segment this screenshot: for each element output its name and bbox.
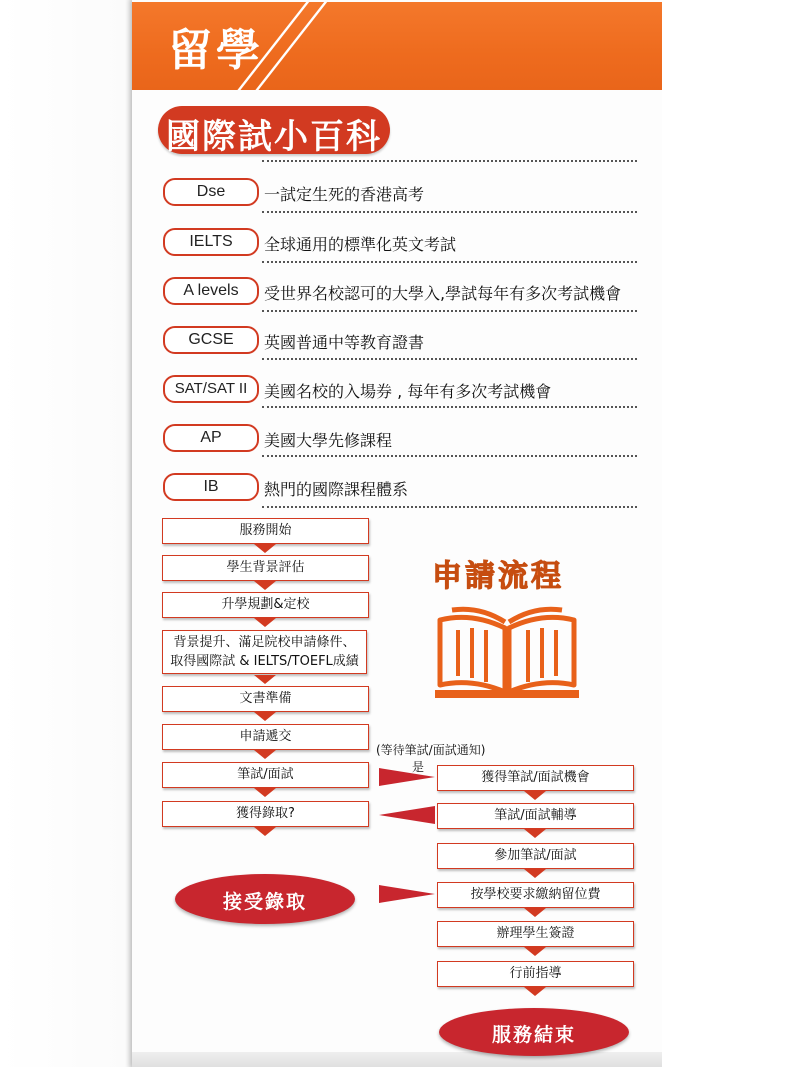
exam-tag-dse: Dse <box>163 178 259 206</box>
flow-step-label: 行前指導 <box>509 966 562 981</box>
dotted-divider <box>262 406 637 408</box>
exam-tag-sat: SAT/SAT II <box>163 375 259 403</box>
exam-tag-ib: IB <box>163 473 259 501</box>
flow-step-written-interview <box>162 762 369 788</box>
accept-offer-oval <box>175 874 355 924</box>
down-arrow-icon <box>254 788 276 797</box>
down-arrow-icon <box>524 908 546 917</box>
dotted-divider <box>262 506 637 508</box>
flow-step-label: 按學校要求繳納留位費 <box>470 887 601 902</box>
flow-step-label: 筆試/面試輔導 <box>494 808 577 823</box>
service-end-label: 服務結束 <box>491 1024 576 1046</box>
flow-step-label: 背景提升、滿足院校申請條件、 <box>173 635 356 650</box>
flow-step-label: 申請遞交 <box>239 729 292 744</box>
flow-step-label: 筆試/面試 <box>237 767 294 782</box>
encyclopedia-title: 國際試小百科 <box>166 117 382 157</box>
down-arrow-icon <box>254 675 276 684</box>
down-arrow-icon <box>524 947 546 956</box>
flow-step-label: 學生背景評估 <box>226 560 305 575</box>
yes-note: 是 <box>412 760 425 774</box>
down-arrow-icon <box>254 544 276 553</box>
exam-desc-ielts: 全球通用的標準化英文考試 <box>264 235 457 254</box>
flow-step-background-assessment <box>162 555 369 581</box>
wait-notice-note: (等待筆試/面試通知) <box>376 743 486 757</box>
pointer-right-icon <box>379 768 435 786</box>
flow-step-label: 升學規劃&定校 <box>221 597 310 612</box>
down-arrow-icon <box>254 827 276 836</box>
open-book-icon <box>432 600 582 700</box>
flow-title: 申請流程 <box>432 559 564 594</box>
flow-step-label: 服務開始 <box>239 523 292 538</box>
flow-step-label: 文書準備 <box>239 691 292 706</box>
exam-tag-gcse: GCSE <box>163 326 259 354</box>
exam-tag-a-levels: A levels <box>163 277 259 305</box>
exam-tag-ap: AP <box>163 424 259 452</box>
page-edge <box>0 0 132 1067</box>
header-band <box>132 2 662 90</box>
encyclopedia-title-badge <box>158 106 390 157</box>
exam-desc-sat: 美國名校的入場券 , 每年有多次考試機會 <box>264 382 552 401</box>
flow-step-offer-received <box>162 801 369 827</box>
exam-desc-gcse: 英國普通中等教育證書 <box>264 333 425 352</box>
down-arrow-icon <box>254 581 276 590</box>
header-title: 留學 <box>168 25 264 76</box>
dotted-divider <box>262 211 637 213</box>
exam-desc-ib: 熱門的國際課程體系 <box>264 480 409 499</box>
flow-step-planning <box>162 592 369 618</box>
flow-step-submit-application <box>162 724 369 750</box>
service-end-oval <box>439 1008 629 1056</box>
down-arrow-icon <box>254 712 276 721</box>
flow-step-label: 獲得錄取? <box>236 806 295 821</box>
dotted-divider <box>262 261 637 263</box>
accept-offer-label: 接受錄取 <box>222 891 307 913</box>
down-arrow-icon <box>254 750 276 759</box>
flow-step-service-start <box>162 518 369 544</box>
sheet-margin <box>662 0 800 1067</box>
dotted-divider <box>262 160 637 162</box>
flow-step-background-enhancement <box>162 630 367 674</box>
flow-step-pre-departure <box>437 961 634 987</box>
flow-step-document-prep <box>162 686 369 712</box>
down-arrow-icon <box>524 869 546 878</box>
exam-desc-a-levels: 受世界名校認可的大學入,學試每年有多次考試機會 <box>264 284 622 303</box>
pointer-right-icon <box>379 885 435 903</box>
down-arrow-icon <box>524 791 546 800</box>
flow-step-get-interview-chance <box>437 765 634 791</box>
flow-step-label: 獲得筆試/面試機會 <box>481 770 590 785</box>
flow-step-attend-interview <box>437 843 634 869</box>
dotted-divider <box>262 455 637 457</box>
flow-step-student-visa <box>437 921 634 947</box>
down-arrow-icon <box>524 987 546 996</box>
dotted-divider <box>262 310 637 312</box>
down-arrow-icon <box>254 618 276 627</box>
exam-desc-dse: 一試定生死的香港高考 <box>264 185 425 204</box>
flow-step-interview-coaching <box>437 803 634 829</box>
dotted-divider <box>262 358 637 360</box>
exam-tag-ielts: IELTS <box>163 228 259 256</box>
flow-step-pay-deposit <box>437 882 634 908</box>
flow-step-label: 參加筆試/面試 <box>494 848 577 863</box>
sheet-bottom-edge <box>132 1052 662 1067</box>
exam-desc-ap: 美國大學先修課程 <box>264 431 393 450</box>
flow-step-label-line2: 取得國際試 & IELTS/TOEFL成績 <box>170 654 359 669</box>
down-arrow-icon <box>524 829 546 838</box>
flow-step-label: 辦理學生簽證 <box>496 926 575 941</box>
pointer-left-icon <box>379 806 435 824</box>
